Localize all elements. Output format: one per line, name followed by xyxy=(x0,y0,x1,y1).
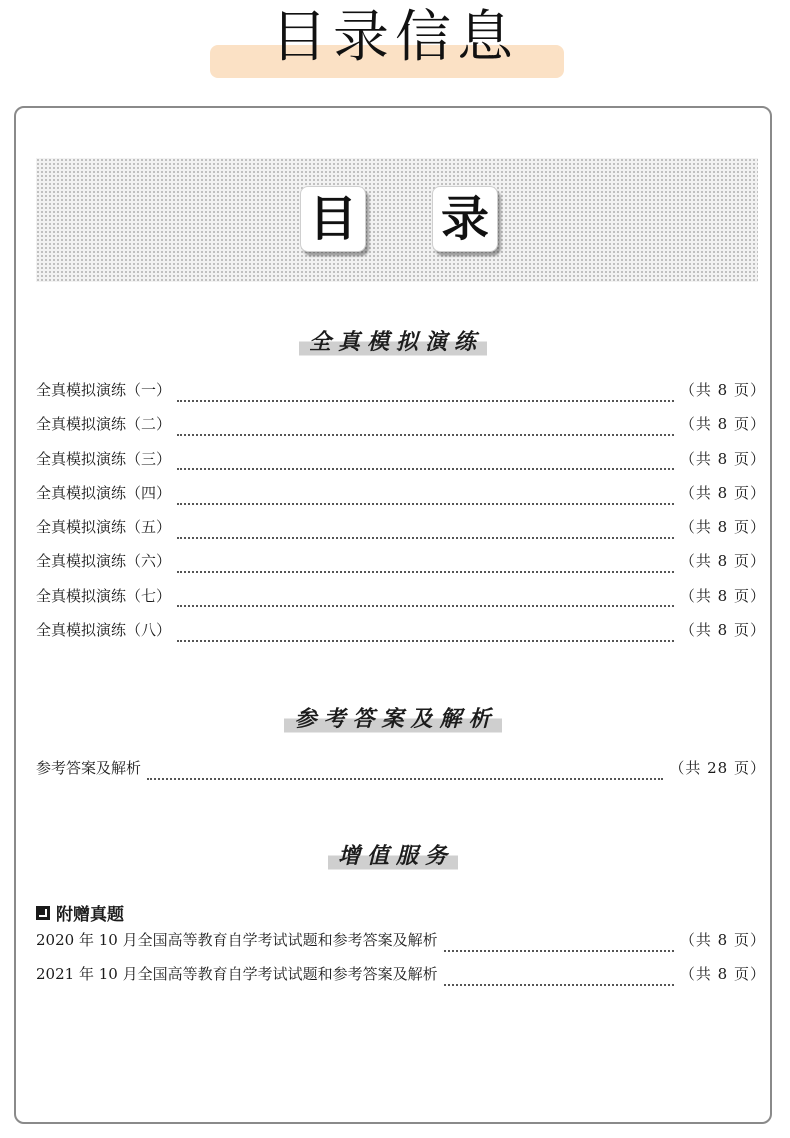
toc-entry xyxy=(36,620,766,654)
toc-banner xyxy=(36,158,758,282)
toc-entry-label: 全真模拟演练（四） xyxy=(36,483,172,502)
toc-entry-pages: （共 8 页） xyxy=(679,586,766,605)
dot-leader xyxy=(177,467,674,470)
toc-entry-label: 全真模拟演练（六） xyxy=(36,552,172,571)
dot-leader xyxy=(177,433,674,436)
toc-entry-label: 2021 年 10 月全国高等教育自学考试试题和参考答案及解析 xyxy=(36,965,438,984)
dot-leader xyxy=(177,639,674,642)
toc-entry-pages: （共 8 页） xyxy=(679,931,766,949)
toc-entry-label: 全真模拟演练（八） xyxy=(36,621,172,640)
toc-entry-pages: （共 8 页） xyxy=(679,965,766,984)
dot-leader xyxy=(177,502,674,505)
page-title: 目录信息 xyxy=(271,5,519,70)
dot-leader xyxy=(444,983,674,986)
dot-leader xyxy=(444,949,674,952)
toc-entry xyxy=(36,586,766,620)
bonus-subheading-text: 附赠真题 xyxy=(56,905,124,925)
toc-entry xyxy=(36,551,766,585)
header xyxy=(0,0,790,100)
dot-leader xyxy=(177,536,674,539)
banner-char-tile: 目 xyxy=(300,186,366,252)
toc-entry xyxy=(36,483,766,517)
section-heading-bonus xyxy=(16,842,770,872)
toc-entry-label: 全真模拟演练（一） xyxy=(36,381,172,399)
section-heading-text: 参考答案及解析 xyxy=(284,705,501,735)
toc-entry-label: 全真模拟演练（七） xyxy=(36,586,172,605)
toc-entry xyxy=(36,449,766,483)
toc-entry-label: 全真模拟演练（三） xyxy=(36,449,172,468)
toc-entry-pages: （共 8 页） xyxy=(679,518,766,537)
section-heading-mock xyxy=(16,328,770,358)
toc-entry-pages: （共 8 页） xyxy=(679,621,766,640)
toc-entry xyxy=(36,964,766,998)
toc-entry-pages: （共 8 页） xyxy=(679,381,766,399)
toc-entry-label: 全真模拟演练（五） xyxy=(36,518,172,537)
checkbox-mark-icon xyxy=(36,906,50,920)
toc-entry xyxy=(36,930,766,964)
bonus-subheading xyxy=(36,900,124,925)
banner-char-tile: 录 xyxy=(432,186,498,252)
toc-entry-pages: （共 8 页） xyxy=(679,415,766,434)
dot-leader xyxy=(177,570,674,573)
dot-leader xyxy=(177,399,674,402)
toc-entry-pages: （共 8 页） xyxy=(679,552,766,571)
toc-entry-pages: （共 8 页） xyxy=(679,449,766,468)
toc-entry xyxy=(36,414,766,448)
dot-leader xyxy=(177,604,674,607)
toc-list-answers xyxy=(36,758,766,792)
section-heading-text: 增值服务 xyxy=(328,842,458,872)
toc-entry xyxy=(36,758,766,792)
toc-entry xyxy=(36,517,766,551)
toc-entry-label: 全真模拟演练（二） xyxy=(36,415,172,434)
toc-entry-pages: （共 28 页） xyxy=(669,759,766,777)
dot-leader xyxy=(147,777,663,780)
toc-entry-label: 参考答案及解析 xyxy=(36,759,142,777)
toc-entry xyxy=(36,380,766,414)
toc-entry-pages: （共 8 页） xyxy=(679,483,766,502)
toc-entry-label: 2020 年 10 月全国高等教育自学考试试题和参考答案及解析 xyxy=(36,931,438,949)
toc-list-mock xyxy=(36,380,766,654)
toc-list-bonus xyxy=(36,930,766,999)
toc-card xyxy=(14,106,772,1124)
section-heading-answers xyxy=(16,705,770,735)
section-heading-text: 全真模拟演练 xyxy=(299,328,487,358)
